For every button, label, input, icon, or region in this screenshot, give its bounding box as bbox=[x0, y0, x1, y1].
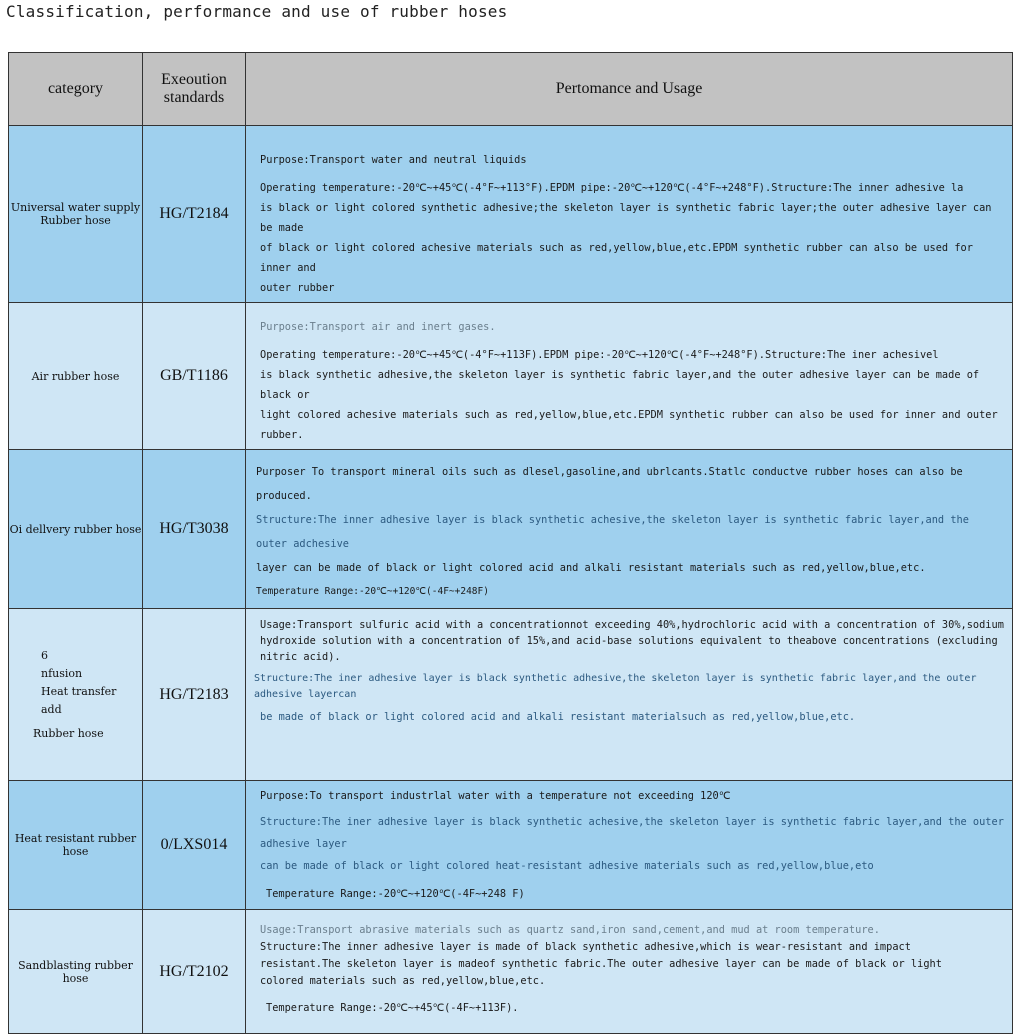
header-standards: Exeoution standards bbox=[143, 53, 246, 126]
desc-line: Structure:The inner adhesive layer is made of black synthetic adhesive,which is wear-resistant and impact bbox=[260, 941, 911, 953]
desc-line: Purpose:To transport industrlal water with a temperature not exceeding 120℃ bbox=[260, 790, 731, 802]
category-line: add bbox=[41, 702, 62, 716]
category-cell: Heat resistant rubber hose bbox=[9, 781, 143, 910]
desc-line: of black or light colored achesive materials such as red,yellow,blue,etc.EPDM synthetic rubber can also be used for inner and bbox=[260, 242, 973, 274]
description-cell bbox=[246, 450, 1013, 609]
desc-line: layer can be made of black or light colored acid and alkali resistant materials such as red,yellow,blue,etc. bbox=[256, 562, 926, 574]
table-row bbox=[9, 450, 1013, 609]
desc-line: Structure:The inner adhesive layer is black synthetic achesive,the skeleton layer is synthetic fabric layer,and the outer adchesive bbox=[256, 514, 969, 550]
desc-line: hydroxide solution with a concentration of 15%,and acid-base solutions equivalent to theabove concentrations (excluding bbox=[260, 635, 998, 647]
category-line: Rubber hose bbox=[33, 726, 104, 740]
category-line: nfusion bbox=[41, 666, 83, 680]
category-cell: Sandblasting rubber hose bbox=[9, 910, 143, 1034]
table-row bbox=[9, 126, 1013, 303]
category-line: 6 bbox=[41, 648, 48, 662]
standard-cell: HG/T2102 bbox=[143, 910, 246, 1034]
desc-line: Temperature Range:-20℃~+45℃(-4F~+113F). bbox=[266, 1002, 519, 1014]
desc-line: nitric acid). bbox=[260, 651, 341, 663]
desc-line: Structure:The iner adhesive layer is black synthetic achesive,the skeleton layer is synthetic fabric layer,and the outer adhesive layer bbox=[260, 816, 1004, 850]
description-cell bbox=[246, 781, 1013, 910]
desc-line: Structure:The iner adhesive layer is black synthetic adhesive,the skeleton layer is synthetic fabric layer,and the outer adhesive layercan bbox=[254, 673, 977, 700]
description-cell bbox=[246, 609, 1013, 781]
hose-table bbox=[8, 52, 1013, 1034]
desc-line: Temperature Range:-20℃~+120℃(-4F~+248F) bbox=[256, 586, 489, 597]
desc-line: resistant.The skeleton layer is madeof synthetic fabric.The outer adhesive layer can be made of black or light bbox=[260, 958, 942, 970]
standard-cell: HG/T2184 bbox=[143, 126, 246, 303]
desc-line: Usage:Transport abrasive materials such as quartz sand,iron sand,cement,and mud at room temperature. bbox=[260, 924, 880, 936]
desc-line: is black synthetic adhesive,the skeleton layer is synthetic fabric layer,and the outer adhesive layer can be made of black or bbox=[260, 369, 980, 401]
category-cell: Air rubber hose bbox=[9, 303, 143, 450]
desc-line: Operating temperature:-20℃~+45℃(-4°F~+113F).EPDM pipe:-20℃~+120℃(-4°F~+248°F).Structure:The iner achesivel bbox=[260, 349, 939, 361]
desc-line: outer rubber bbox=[260, 282, 335, 294]
desc-line: rubber. bbox=[260, 429, 304, 441]
category-cell: Universal water supply Rubber hose bbox=[9, 126, 143, 303]
desc-line: colored materials such as red,yellow,blue,etc. bbox=[260, 975, 546, 987]
table-row bbox=[9, 303, 1013, 450]
desc-line: is black or light colored synthetic adhesive;the skeleton layer is synthetic fabric layer;the outer adhesive layer can be made bbox=[260, 202, 992, 234]
description-cell bbox=[246, 910, 1013, 1034]
standard-cell: HG/T3038 bbox=[143, 450, 246, 609]
header-usage: Pertomance and Usage bbox=[246, 53, 1013, 126]
desc-line: Usage:Transport sulfuric acid with a concentrationnot exceeding 40%,hydrochloric acid with a concentration of 30%,sodium bbox=[260, 619, 1004, 631]
desc-line: Purpose:Transport water and neutral liquids bbox=[260, 154, 527, 166]
table-row bbox=[9, 781, 1013, 910]
standard-cell: GB/T1186 bbox=[143, 303, 246, 450]
category-cell bbox=[9, 609, 143, 781]
desc-line: Purpose:Transport air and inert gases. bbox=[260, 321, 496, 333]
page-title: Classification, performance and use of rubber hoses bbox=[6, 2, 508, 21]
header-row bbox=[9, 53, 1013, 126]
desc-line: Purposer To transport mineral oils such as dlesel,gasoline,and ubrlcants.Statlc conductve rubber hoses can also be produced. bbox=[256, 466, 963, 502]
category-cell: Oi dellvery rubber hose bbox=[9, 450, 143, 609]
header-category: category bbox=[9, 53, 143, 126]
description-cell bbox=[246, 303, 1013, 450]
standard-cell: 0/LXS014 bbox=[143, 781, 246, 910]
desc-line: Temperature Range:-20℃~+120℃(-4F~+248 F) bbox=[266, 888, 525, 900]
description-cell bbox=[246, 126, 1013, 303]
desc-line: be made of black or light colored acid and alkali resistant materialsuch as red,yellow,blue,etc. bbox=[260, 711, 856, 723]
category-line: Heat transfer bbox=[41, 684, 117, 698]
desc-line: light colored achesive materials such as red,yellow,blue,etc.EPDM synthetic rubber can also be used for inner and outer bbox=[260, 409, 998, 421]
table-row bbox=[9, 910, 1013, 1034]
standard-cell: HG/T2183 bbox=[143, 609, 246, 781]
desc-line: Operating temperature:-20℃~+45℃(-4°F~+113°F).EPDM pipe:-20℃~+120℃(-4°F~+248°F).Structure:The inner adhesive la bbox=[260, 182, 964, 194]
table-row bbox=[9, 609, 1013, 781]
desc-line: can be made of black or light colored heat-resistant adhesive materials such as red,yellow,blue,eto bbox=[260, 860, 874, 872]
